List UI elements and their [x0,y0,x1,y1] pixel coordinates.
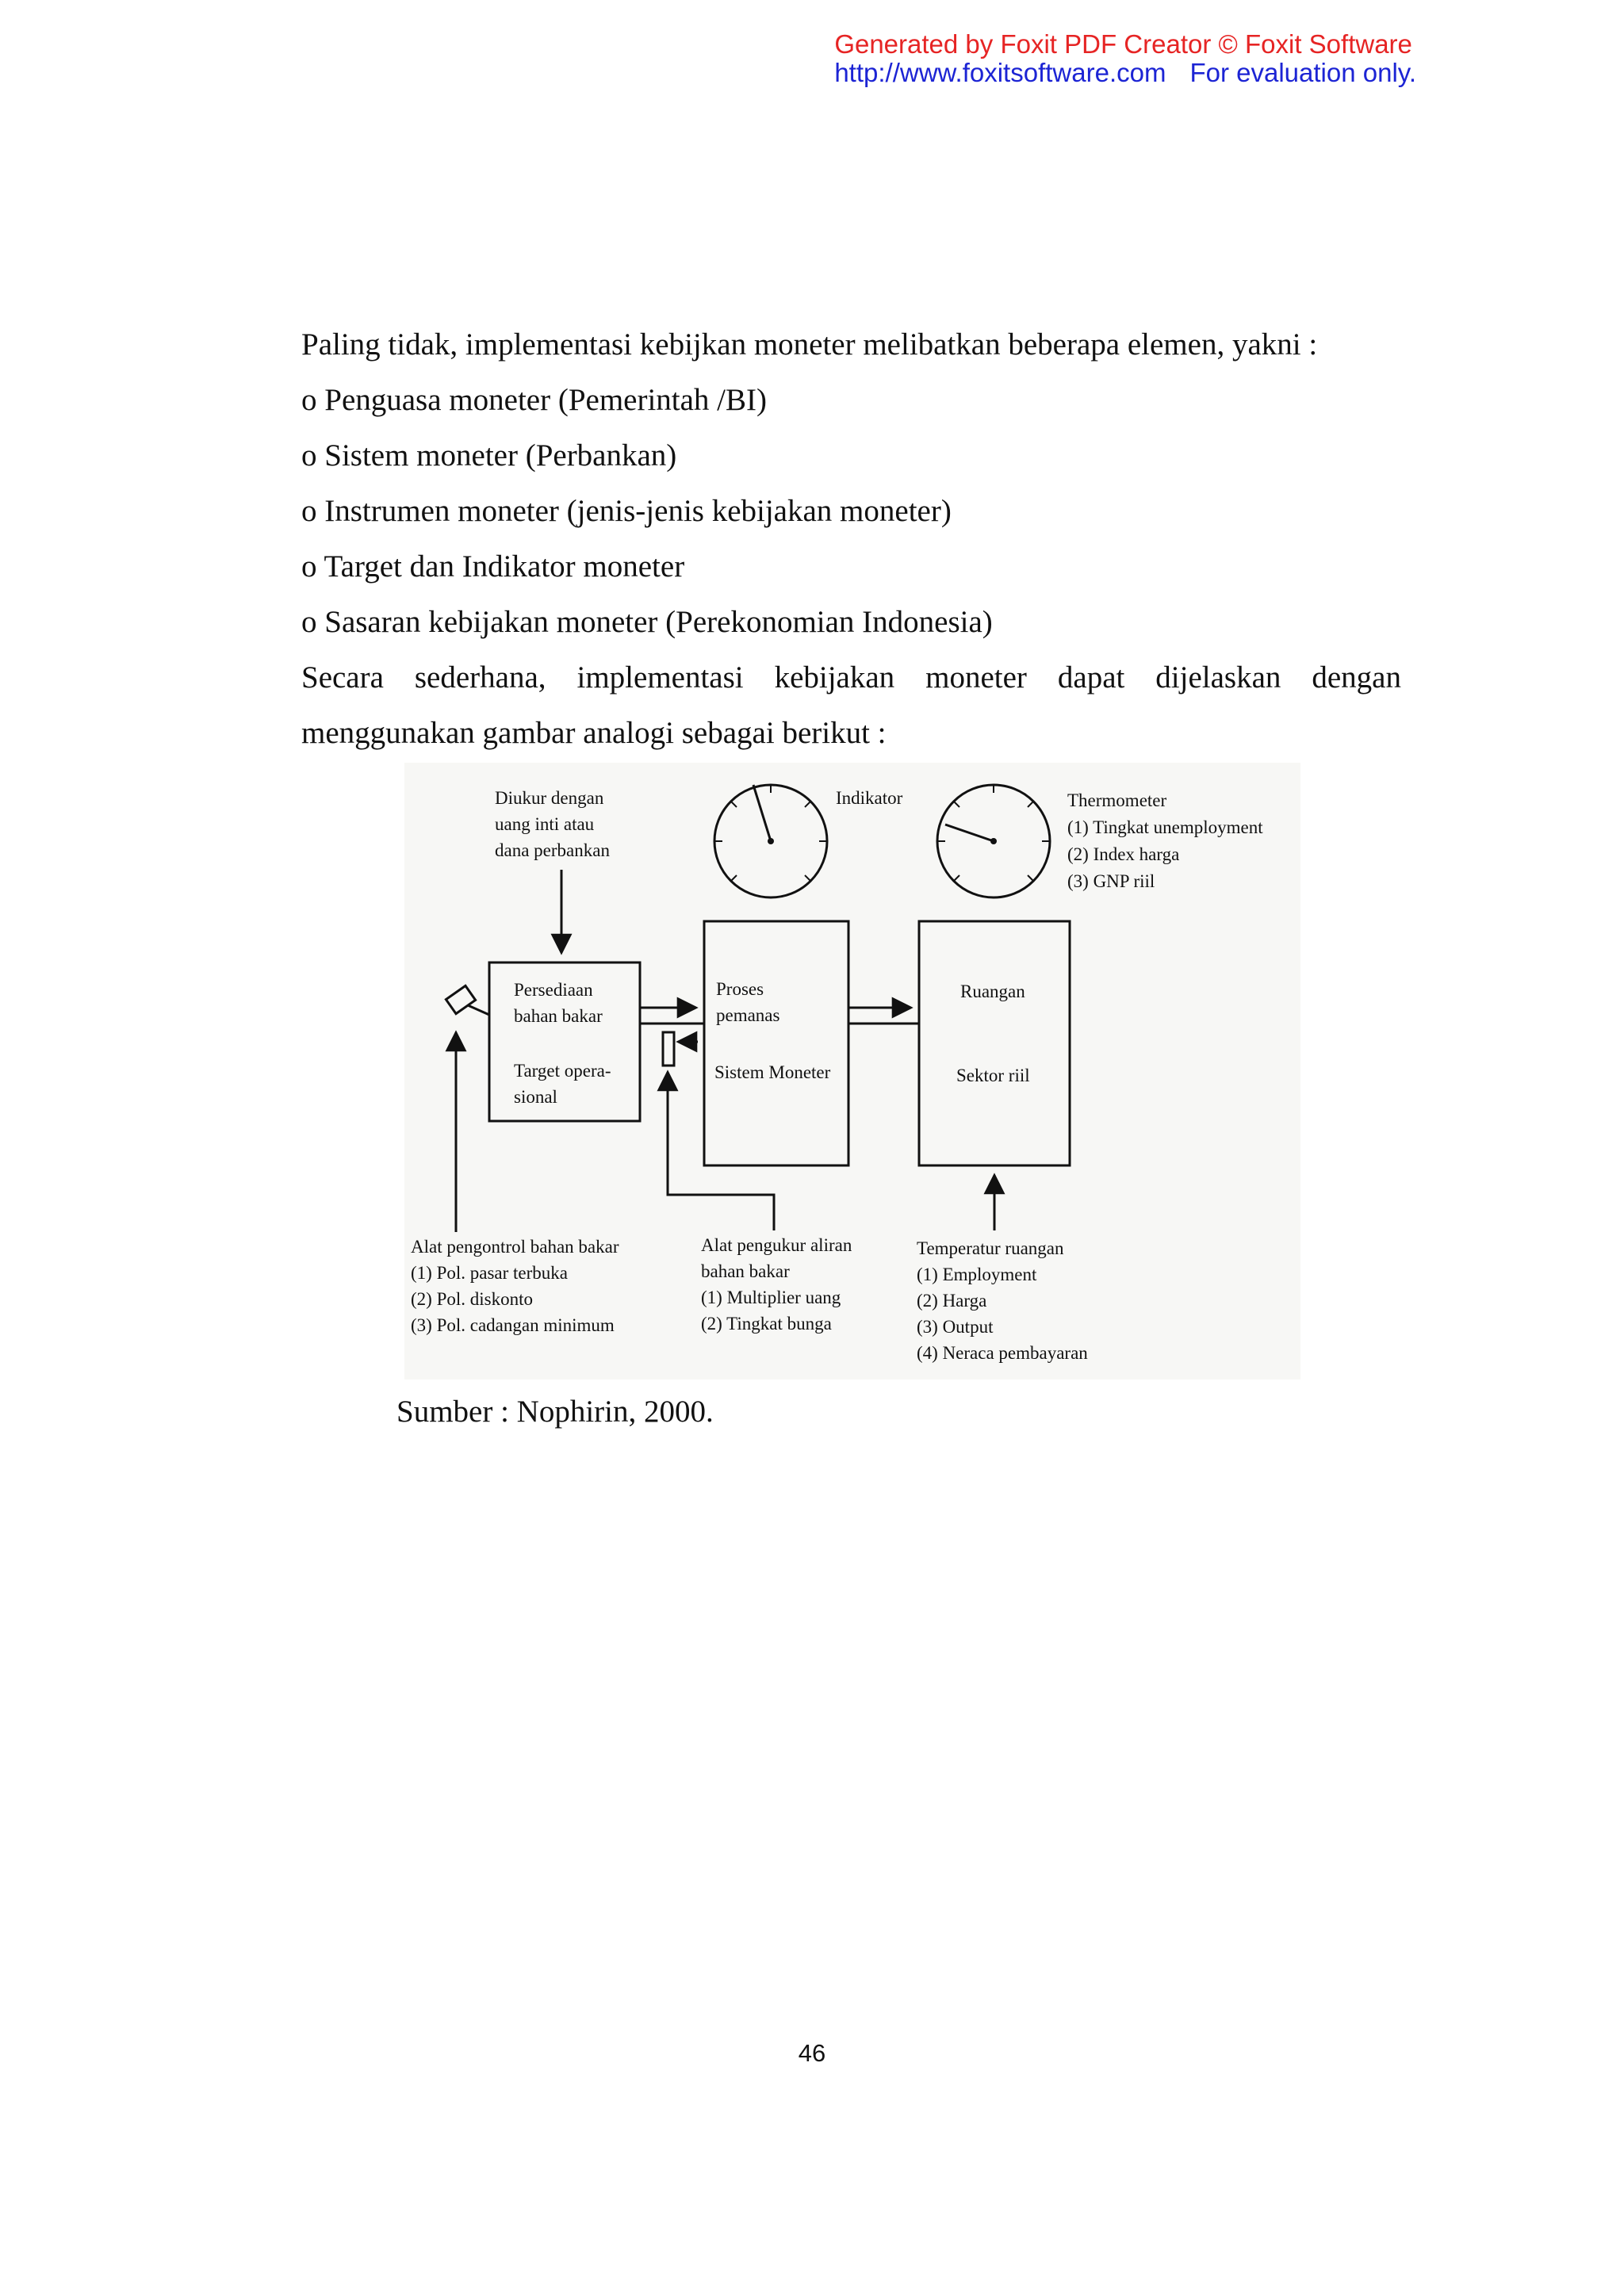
body-text [301,317,1401,761]
fuel-stock-label: Persediaan [514,980,593,1000]
explanation-line-2: menggunakan gambar analogi sebagai berikut : [301,716,887,750]
valve-stem [468,1005,489,1015]
room-temp-item: (3) Output [917,1317,994,1337]
flow-meter-device [663,1032,674,1066]
element-item: o Target dan Indikator moneter [301,549,685,584]
gauge-tick [1028,802,1033,807]
diagram-svg [404,763,1300,1380]
controller-item: (1) Pol. pasar terbuka [411,1263,568,1283]
operational-target-label: Target opera- [514,1061,611,1081]
element-item: o Instrumen moneter (jenis-jenis kebijakan moneter) [301,494,952,528]
measured-label-line: uang inti atau [495,814,595,834]
gauge-tick [805,802,810,807]
fuel-stock-label: bahan bakar [514,1006,603,1026]
room-temp-item: (4) Neraca pembayaran [917,1343,1088,1363]
monetary-system-label: Sistem Moneter [714,1062,831,1082]
room-label: Ruangan [960,982,1025,1001]
controller-item: (3) Pol. cadangan minimum [411,1315,615,1335]
flow-meter-item: (1) Multiplier uang [701,1288,841,1307]
valve-handle [446,985,475,1013]
indicator-needle [753,785,771,841]
watermark-title: Generated by Foxit PDF Creator © Foxit Software [834,29,1412,59]
gauge-tick [731,802,737,807]
controller-title: Alat pengontrol bahan bakar [411,1237,619,1257]
indicator-label: Indikator [836,788,903,808]
thermometer-pivot [990,838,997,844]
page-number: 46 [798,2039,826,2067]
watermark-note: For evaluation only. [1189,58,1416,87]
heating-process-label: Proses [716,979,764,999]
heating-process-box [704,921,848,1165]
measured-label-line: Diukur dengan [495,788,604,808]
flow-meter-arrow [668,1072,774,1230]
thermometer-needle [945,825,994,841]
real-sector-label: Sektor riil [956,1066,1030,1085]
gauge-tick [731,875,737,881]
element-item: o Sasaran kebijakan moneter (Perekonomian Indonesia) [301,605,993,639]
figure-caption: Sumber : Nophirin, 2000. [396,1395,714,1429]
thermometer-item: (2) Index harga [1067,844,1180,864]
measured-label-line: dana perbankan [495,840,610,860]
monetary-analogy-diagram [404,763,1300,1380]
flow-meter-title: bahan bakar [701,1261,790,1281]
gauge-tick [805,875,810,881]
watermark-url[interactable]: http://www.foxitsoftware.com [834,58,1166,87]
watermark-link-line [834,59,1416,87]
indicator-pivot [768,838,774,844]
element-item: o Sistem moneter (Perbankan) [301,438,677,473]
room-temp-title: Temperatur ruangan [917,1238,1064,1258]
flow-meter-item: (2) Tingkat bunga [701,1314,832,1334]
room-box [919,921,1070,1165]
flow-meter-title: Alat pengukur aliran [701,1235,852,1255]
controller-item: (2) Pol. diskonto [411,1289,533,1309]
thermometer-title: Thermometer [1067,790,1167,810]
intro-paragraph: Paling tidak, implementasi kebijkan moneter melibatkan beberapa elemen, yakni : [301,327,1318,362]
explanation-line-1: Secara sederhana, implementasi kebijakan moneter dapat dijelaskan dengan [301,660,1401,695]
foxit-watermark [834,30,1416,87]
heating-process-label: pemanas [716,1005,780,1025]
thermometer-item: (1) Tingkat unemployment [1067,817,1263,837]
operational-target-label: sional [514,1087,557,1107]
gauge-tick [1028,875,1033,881]
element-item: o Penguasa moneter (Pemerintah /BI) [301,383,767,417]
room-temp-item: (2) Harga [917,1291,987,1311]
gauge-tick [954,802,959,807]
gauge-tick [954,875,959,881]
room-temp-item: (1) Employment [917,1265,1037,1284]
thermometer-item: (3) GNP riil [1067,871,1155,891]
